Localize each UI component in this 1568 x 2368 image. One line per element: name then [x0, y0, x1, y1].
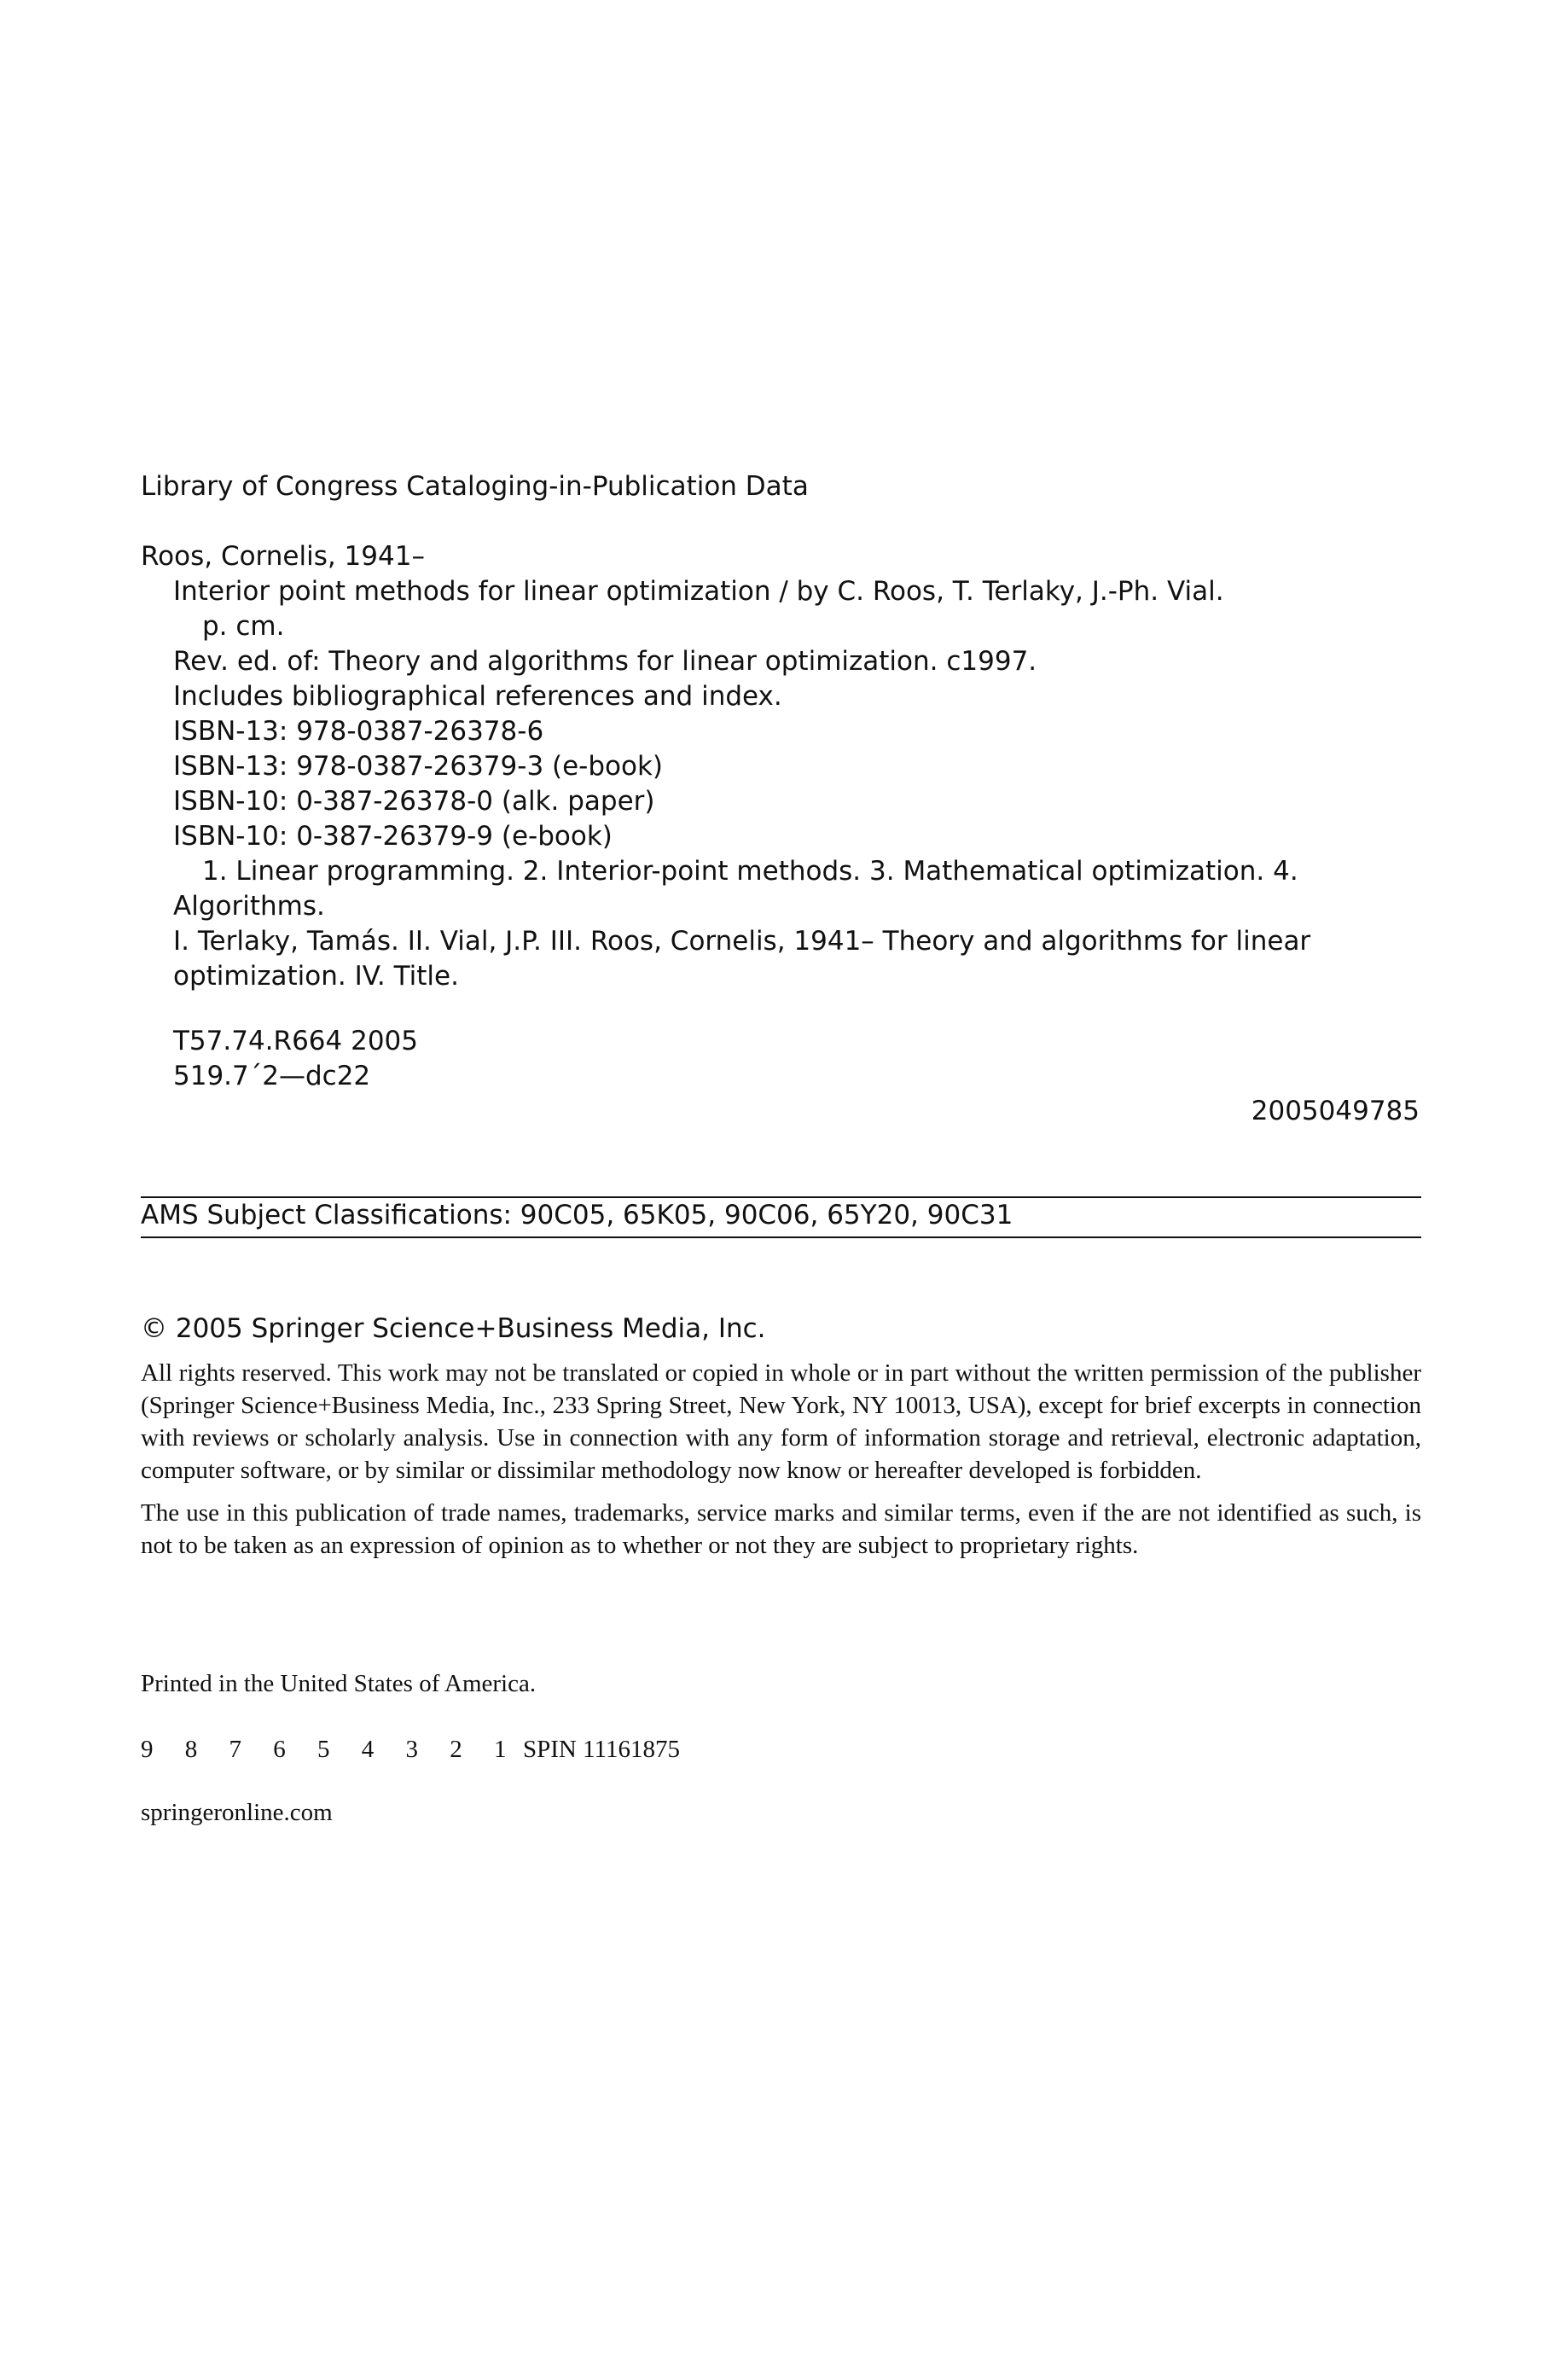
cip-record: [141, 539, 1420, 994]
cip-header-text: Library of Congress Cataloging-in-Publication Data: [141, 471, 809, 502]
copyright-text: © 2005 Springer Science+Business Media, Inc.: [141, 1313, 766, 1344]
spin-number: SPIN 11161875: [523, 1736, 680, 1763]
rights-paragraph: All rights reserved. This work may not be translated or copied in whole or in part without the written permission of the publisher (Springer Science+Business Media, Inc., 233 Spring Street, New York, NY 10013, USA), except for brief excerpts in connection with reviews or scholarly analysis. Use in connection with any form of information storage and retrieval, electronic adaptation, computer software, or by similar or dissimilar methodology now know or hereafter developed is forbidden.: [141, 1359, 1421, 1484]
lc-class-number: T57.74.R664 2005: [173, 1026, 418, 1056]
cip-author: Roos, Cornelis, 1941–: [141, 541, 425, 572]
ams-classifications: [141, 1198, 1420, 1233]
printed-in: [141, 1667, 1420, 1700]
cip-subjects-line: Algorithms.: [173, 891, 325, 922]
cip-isbn: ISBN-10: 0-387-26378-0 (alk. paper): [173, 786, 655, 817]
cip-revision: Rev. ed. of: Theory and algorithms for linear optimization. c1997.: [173, 646, 1037, 677]
ams-classifications-text: AMS Subject Classifications: 90C05, 65K05, 90C06, 65Y20, 90C31: [141, 1200, 1013, 1231]
cip-added-entries-line: I. Terlaky, Tamás. II. Vial, J.P. III. Roos, Cornelis, 1941– Theory and algorithms for linear: [173, 926, 1311, 957]
printed-in-text: Printed in the United States of America.: [141, 1670, 537, 1697]
publisher-website: [141, 1796, 1420, 1829]
cip-added-entries-line: optimization. IV. Title.: [173, 961, 459, 992]
cip-includes: Includes bibliographical references and index.: [173, 681, 782, 712]
website-text: springeronline.com: [141, 1799, 333, 1826]
ams-bottom-rule: [141, 1236, 1421, 1238]
cip-classification: [141, 1024, 1420, 1094]
cip-subjects-line: 1. Linear programming. 2. Interior-point methods. 3. Mathematical optimization. 4.: [202, 856, 1298, 887]
trademark-paragraph: The use in this publication of trade names, trademarks, service marks and similar terms, even if the are not identified as such, is not to be taken as an expression of opinion as to whether or not they are subject to proprietary rights.: [141, 1499, 1421, 1559]
cip-header: [141, 469, 1420, 504]
cip-isbn: ISBN-10: 0-387-26379-9 (e-book): [173, 821, 613, 852]
dewey-number: 519.7´2—dc22: [173, 1061, 371, 1091]
copyright-notice: [141, 1312, 1420, 1347]
print-line: 9 8 7 6 5 4 3 2 1: [141, 1736, 520, 1763]
cip-title: Interior point methods for linear optimization / by C. Roos, T. Terlaky, J.-Ph. Vial.: [173, 576, 1224, 607]
print-line-row: [141, 1733, 1420, 1766]
cip-isbn: ISBN-13: 978-0387-26378-6: [173, 716, 544, 747]
cip-isbn: ISBN-13: 978-0387-26379-3 (e-book): [173, 751, 664, 782]
cip-pages: p. cm.: [202, 611, 285, 642]
rights-statement: [141, 1357, 1421, 1562]
lccn: 2005049785: [1251, 1096, 1420, 1126]
